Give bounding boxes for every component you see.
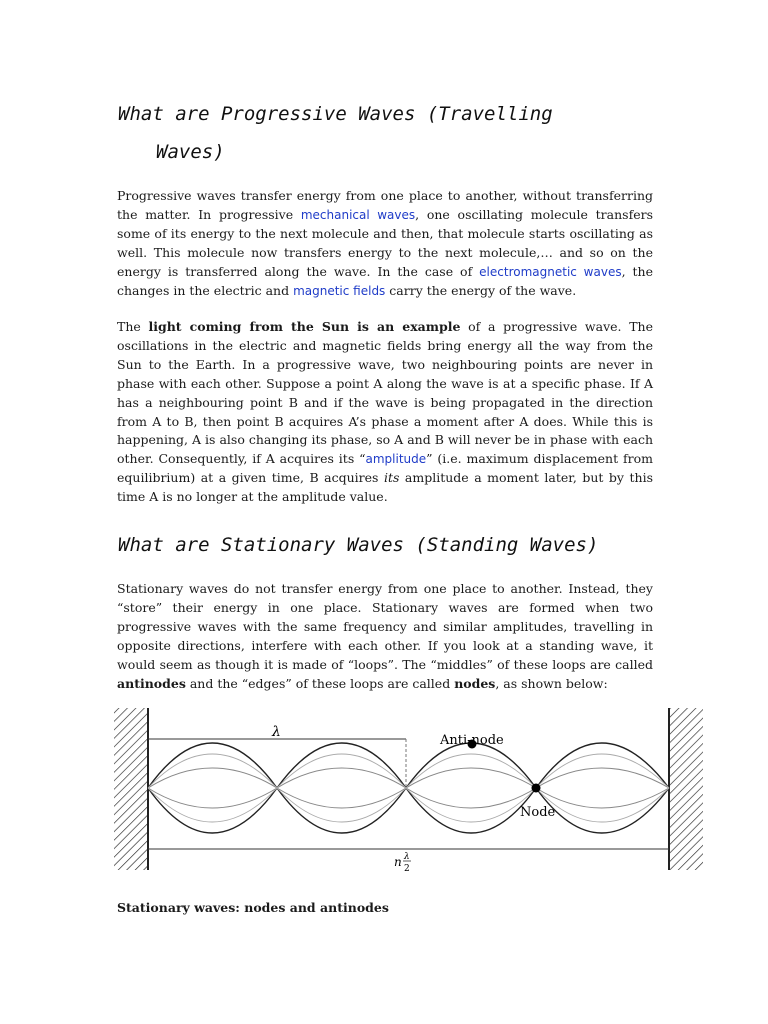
text-run: Stationary waves do not transfer energy from one place to another. Instead, they “store” their energy in one place. Stationary waves are formed when two progressive waves with the same frequency and similar amplitudes, travelling in opposite directions, interfere with each other. If you look at a standing wave, it would seem as though it is made of “loops”. The “middles” of these loops are called xyxy=(117,581,653,672)
text-run: ” (i.e. maximum displacement from equilibrium) at a given time, B acquires xyxy=(117,451,653,486)
length-label-n: n xyxy=(394,855,402,869)
hyperlink[interactable]: amplitude xyxy=(365,452,427,467)
heading-stationary-waves xyxy=(118,526,678,564)
standing-wave-figure xyxy=(114,704,704,876)
bold-text: antinodes xyxy=(117,675,186,691)
text-run: carry the energy of the wave. xyxy=(385,282,577,298)
text-run: Progressive waves transfer energy from one place to another, without transferring the matter. In progressive xyxy=(117,188,653,222)
text-run: and the “edges” of these loops are called xyxy=(185,675,455,691)
heading-line-1: What are Progressive Waves (Travelling xyxy=(118,103,553,125)
wave-curves xyxy=(148,743,669,833)
length-label-frac-bottom: 2 xyxy=(404,864,410,874)
node-label: Node xyxy=(520,805,556,820)
text-run: amplitude a moment later, but by this time A is no longer at the amplitude value. xyxy=(117,470,653,505)
paragraph-progressive-intro xyxy=(117,187,653,300)
right-wall xyxy=(670,708,703,870)
figure-caption: Stationary waves: nodes and antinodes xyxy=(117,900,389,915)
text-run: , the changes in the electric and xyxy=(117,263,653,298)
text-run: of a progressive wave. The oscillations in the electric and magnetic fields bring energy all the way from the Sun to the Earth. In a progressive wave, two neighbouring points are never in phase with each other. Suppose a point A along the wave is at a specific phase. If A has a neighbouring point B and if the wave is being propagated in the direction from A to B, then point B acquires A’s phase a moment after A does. While this is happening, A is also changing its phase, so A and B will never be in phase with each other. Consequently, if A acquires its “ xyxy=(117,319,653,467)
left-wall xyxy=(114,708,147,870)
hyperlink[interactable]: electromagnetic waves xyxy=(479,264,622,279)
heading-line: What are Stationary Waves (Standing Waves) xyxy=(118,534,599,556)
text-run: The xyxy=(117,319,149,334)
heading-progressive-waves xyxy=(118,95,678,171)
length-label-frac-top: λ xyxy=(404,852,410,862)
node-dot xyxy=(532,784,541,793)
lambda-label: λ xyxy=(272,724,281,740)
italic-text: its xyxy=(383,470,400,486)
hyperlink[interactable]: mechanical waves xyxy=(300,207,416,222)
bold-text: light coming from the Sun is an example xyxy=(148,319,461,334)
paragraph-sun-example xyxy=(117,318,653,507)
heading-line-2: Waves) xyxy=(156,141,225,163)
antinode-label: Anti-node xyxy=(440,733,504,748)
paragraph-stationary-intro xyxy=(117,580,653,693)
text-run: , one oscillating molecule transfers some of its energy to the next molecule and then, that molecule starts oscillating as well. This molecule now transfers energy to the next molecule,… and so on the energy is transferred along the wave. In the case of xyxy=(117,206,653,279)
text-run: , as shown below: xyxy=(495,675,608,691)
bold-text: nodes xyxy=(454,675,496,691)
hyperlink[interactable]: magnetic fields xyxy=(293,283,386,298)
